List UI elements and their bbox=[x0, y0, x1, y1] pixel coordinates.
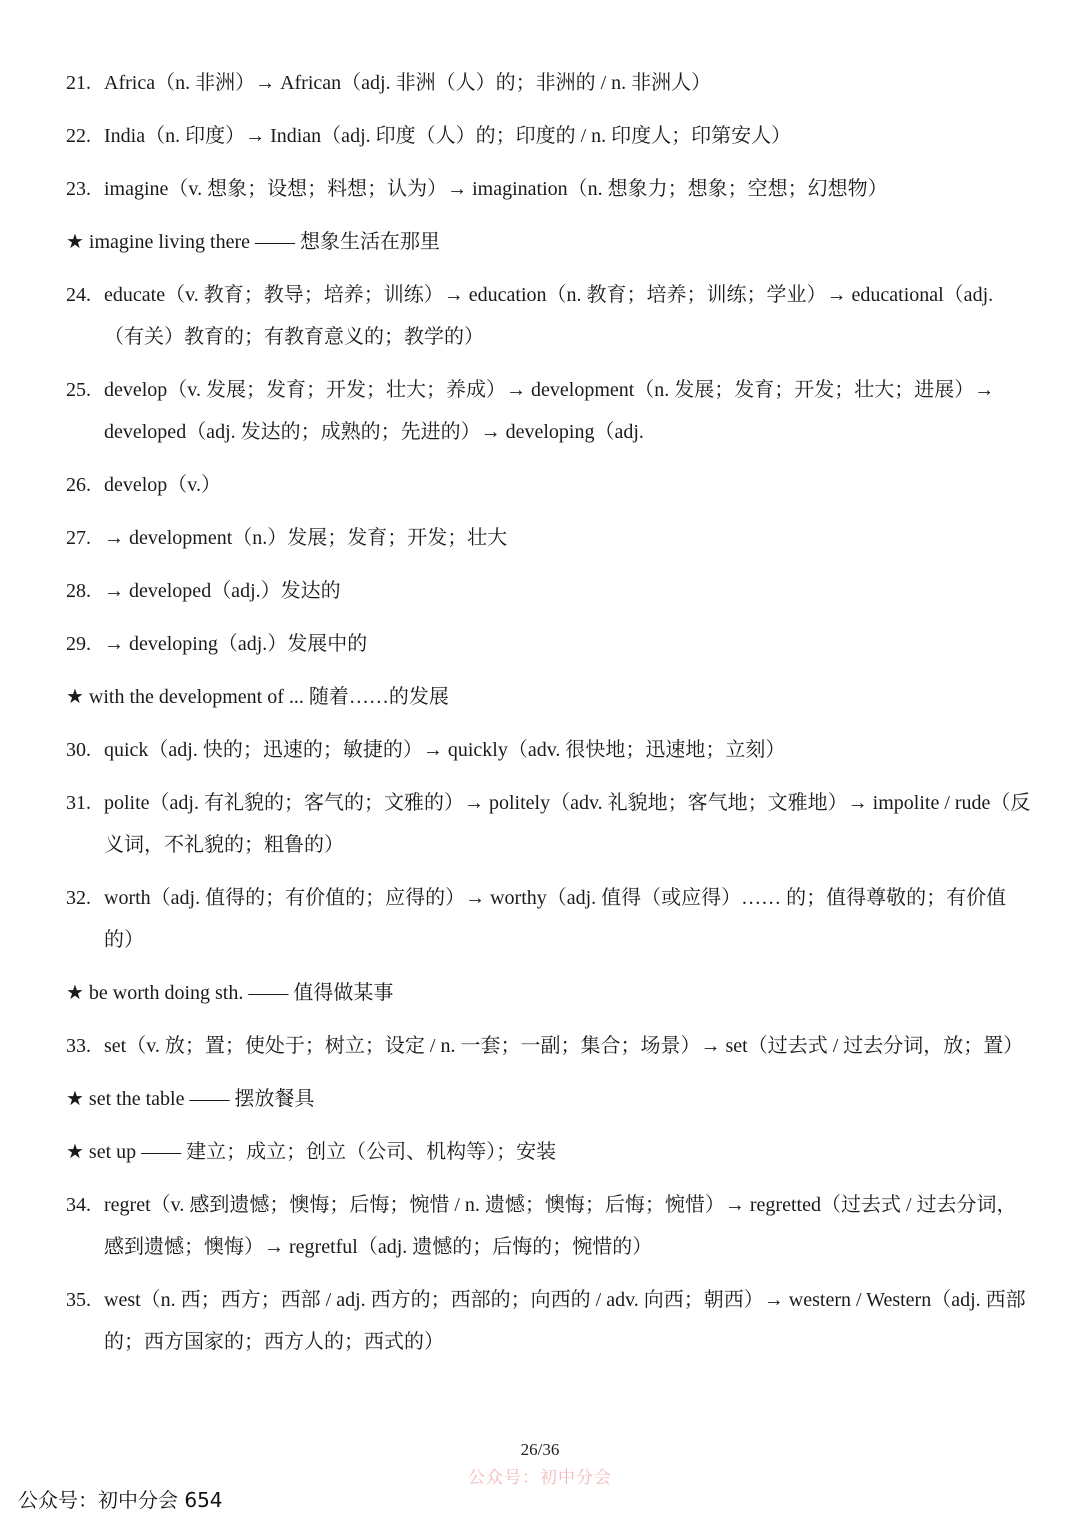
vocab-entry bbox=[66, 877, 1036, 961]
vocab-entry bbox=[66, 517, 1036, 559]
entry-number: 34. bbox=[66, 1194, 91, 1216]
entry-text: polite（adj. 有礼貌的；客气的；文雅的）→ politely（adv. 礼貌地；客气地；文雅地）→ impolite / rude（反义词，不礼貌的；粗鲁的） bbox=[104, 792, 1031, 856]
entry-text: quick（adj. 快的；迅速的；敏捷的）→ quickly（adv. 很快地；迅速地；立刻） bbox=[104, 739, 786, 761]
entry-number: 26. bbox=[66, 474, 91, 496]
vocab-entry bbox=[66, 623, 1036, 665]
vocab-entry bbox=[66, 464, 1036, 506]
watermark: 公众号：初中分会 bbox=[468, 1468, 612, 1488]
entry-text: → developing（adj.）发展中的 bbox=[104, 633, 368, 655]
entry-text: imagine（v. 想象；设想；料想；认为）→ imagination（n. 想象力；想象；空想；幻想物） bbox=[104, 178, 888, 200]
vocab-entry bbox=[66, 115, 1036, 157]
entry-number: 32. bbox=[66, 887, 91, 909]
key-phrase: ★ with the development of ... 随着……的发展 bbox=[66, 686, 449, 708]
entry-number: 30. bbox=[66, 739, 91, 761]
vocab-entry bbox=[66, 570, 1036, 612]
entry-number: 24. bbox=[66, 284, 91, 306]
entry-number: 23. bbox=[66, 178, 91, 200]
key-phrase: ★ set the table —— 摆放餐具 bbox=[66, 1088, 315, 1110]
entry-number: 27. bbox=[66, 527, 91, 549]
key-phrase: ★ imagine living there —— 想象生活在那里 bbox=[66, 231, 440, 253]
vocab-entry bbox=[66, 274, 1036, 358]
entry-text: → development（n.）发展；发育；开发；壮大 bbox=[104, 527, 508, 549]
vocab-entry bbox=[66, 62, 1036, 104]
entry-text: → developed（adj.）发达的 bbox=[104, 580, 341, 602]
entry-number: 28. bbox=[66, 580, 91, 602]
entry-text: develop（v.） bbox=[104, 474, 222, 496]
entry-text: regret（v. 感到遗憾；懊悔；后悔；惋惜 / n. 遗憾；懊悔；后悔；惋惜）→ regretted（过去式 / 过去分词，感到遗憾；懊悔）→ regretful（adj. 遗憾的；后悔的；惋惜的） bbox=[104, 1194, 1017, 1258]
entry-text: develop（v. 发展；发育；开发；壮大；养成）→ development（n. 发展；发育；开发；壮大；进展）→ developed（adj. 发达的；成熟的；先进的）→ developing（adj. bbox=[104, 379, 995, 443]
entry-number: 21. bbox=[66, 72, 91, 94]
entry-text: set（v. 放；置；使处于；树立；设定 / n. 一套；一副；集合；场景）→ set（过去式 / 过去分词，放；置） bbox=[104, 1035, 1024, 1057]
entry-number: 29. bbox=[66, 633, 91, 655]
entry-text: India（n. 印度）→ Indian（adj. 印度（人）的；印度的 / n. 印度人；印第安人） bbox=[104, 125, 792, 147]
vocab-entry bbox=[66, 729, 1036, 771]
key-phrase: ★ be worth doing sth. —— 值得做某事 bbox=[66, 982, 394, 1004]
vocab-entry bbox=[66, 369, 1036, 453]
vocab-entry bbox=[66, 782, 1036, 866]
entry-text: worth（adj. 值得的；有价值的；应得的）→ worthy（adj. 值得（或应得）…… 的；值得尊敬的；有价值的） bbox=[104, 887, 1007, 951]
vocabulary-list bbox=[66, 62, 1036, 1374]
entry-text: Africa（n. 非洲）→ African（adj. 非洲（人）的；非洲的 / n. 非洲人） bbox=[104, 72, 712, 94]
entry-text: educate（v. 教育；教导；培养；训练）→ education（n. 教育；培养；训练；学业）→ educational（adj. （有关）教育的；有教育意义的；教学的） bbox=[104, 284, 994, 348]
entry-text: west（n. 西；西方；西部 / adj. 西方的；西部的；向西的 / adv. 向西；朝西）→ western / Western（adj. 西部的；西方国家的；西方人的；西式的） bbox=[104, 1289, 1026, 1353]
page-number: 26/36 bbox=[520, 1440, 560, 1459]
account-label: 公众号：初中分会 654 bbox=[18, 1488, 223, 1512]
entry-number: 35. bbox=[66, 1289, 91, 1311]
key-phrase: ★ set up —— 建立；成立；创立（公司、机构等）；安装 bbox=[66, 1141, 557, 1163]
entry-number: 25. bbox=[66, 379, 91, 401]
entry-number: 33. bbox=[66, 1035, 91, 1057]
vocab-entry bbox=[66, 1279, 1036, 1363]
entry-number: 22. bbox=[66, 125, 91, 147]
entry-number: 31. bbox=[66, 792, 91, 814]
vocab-entry bbox=[66, 168, 1036, 210]
vocab-entry bbox=[66, 1184, 1036, 1268]
vocab-entry bbox=[66, 1025, 1036, 1067]
